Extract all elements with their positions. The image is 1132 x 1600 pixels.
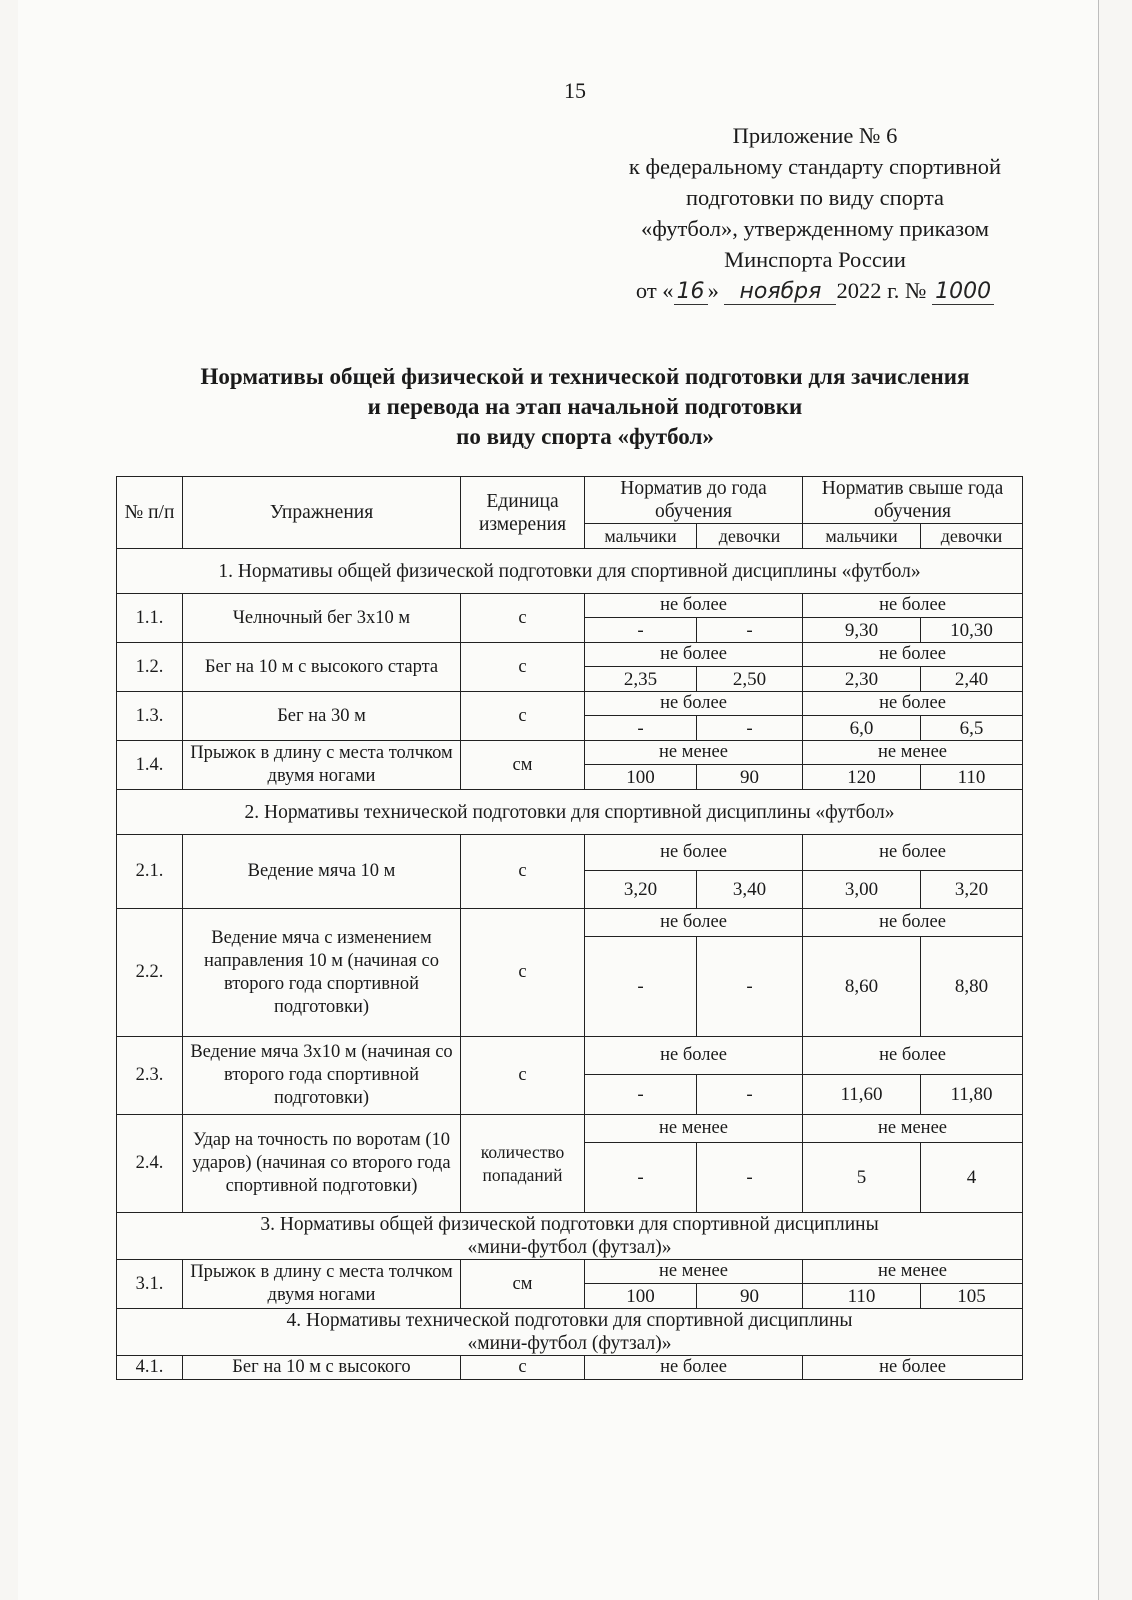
row-limit-after: не более (803, 1037, 1023, 1075)
row-limit-after: не более (803, 835, 1023, 871)
row-num: 2.1. (117, 835, 183, 909)
value-boys-first: 100 (585, 1284, 697, 1309)
section-heading-3-line-2: «мини-футбол (футзал)» (467, 1237, 672, 1258)
row-unit: с (461, 594, 585, 643)
title-line-1: Нормативы общей физической и технической подготовки для зачисления (200, 364, 970, 389)
document-title (120, 362, 1050, 452)
row-exercise: Бег на 30 м (183, 692, 461, 741)
appendix-line-1: Приложение № 6 (732, 123, 898, 148)
norms-table (116, 476, 1023, 1380)
row-exercise: Бег на 10 м с высокого (183, 1356, 461, 1380)
value-girls-first: - (697, 618, 803, 643)
row-limit-first: не менее (585, 1260, 803, 1284)
row-exercise: Ведение мяча 10 м (183, 835, 461, 909)
value-girls-after: 2,40 (921, 667, 1023, 692)
value-girls-after: 105 (921, 1284, 1023, 1309)
row-exercise: Прыжок в длину с места толчком двумя ногами (183, 741, 461, 790)
appendix-line-4: «футбол», утвержденному приказом (640, 216, 989, 241)
value-girls-after: 10,30 (921, 618, 1023, 643)
row-exercise: Прыжок в длину с места толчком двумя ногами (183, 1260, 461, 1309)
row-limit-after: не более (803, 1356, 1023, 1380)
header-norm-first-year: Норматив до года обучения (585, 477, 803, 524)
row-limit-first: не более (585, 1356, 803, 1380)
value-boys-first: 3,20 (585, 871, 697, 909)
row-limit-first: не более (585, 643, 803, 667)
value-boys-after: 8,60 (803, 937, 921, 1037)
row-limit-after: не более (803, 909, 1023, 937)
section-heading-3 (117, 1213, 1023, 1260)
section-heading-4 (117, 1309, 1023, 1356)
value-boys-after: 9,30 (803, 618, 921, 643)
row-unit: с (461, 909, 585, 1037)
row-unit: с (461, 643, 585, 692)
section-heading-4-line-1: 4. Нормативы технической подготовки для спортивной дисциплины (286, 1310, 853, 1331)
value-boys-after: 3,00 (803, 871, 921, 909)
value-girls-first: 90 (697, 1284, 803, 1309)
page-number: 15 (564, 78, 586, 103)
row-limit-after: не более (803, 692, 1023, 716)
value-girls-first: 2,50 (697, 667, 803, 692)
row-exercise: Бег на 10 м с высокого старта (183, 643, 461, 692)
section-heading-3-line-1: 3. Нормативы общей физической подготовки для спортивной дисциплины (260, 1214, 879, 1235)
value-boys-after: 5 (803, 1143, 921, 1213)
row-limit-after: не более (803, 643, 1023, 667)
value-boys-after: 11,60 (803, 1075, 921, 1115)
row-unit: с (461, 1037, 585, 1115)
value-boys-after: 120 (803, 765, 921, 790)
header-girls-after: девочки (921, 524, 1023, 549)
appendix-line-3: подготовки по виду спорта (686, 185, 944, 210)
header-norm-after-first-year: Норматив свыше года обучения (803, 477, 1023, 524)
value-boys-first: 2,35 (585, 667, 697, 692)
section-heading-2: 2. Нормативы технической подготовки для спортивной дисциплины «футбол» (117, 790, 1023, 835)
row-exercise: Ведение мяча 3х10 м (начиная со второго года спортивной подготовки) (183, 1037, 461, 1115)
row-limit-after: не более (803, 594, 1023, 618)
row-exercise: Удар на точность по воротам (10 ударов) (начиная со второго года спортивной подготовки) (183, 1115, 461, 1213)
row-unit: с (461, 1356, 585, 1380)
row-unit: с (461, 835, 585, 909)
row-num: 4.1. (117, 1356, 183, 1380)
row-limit-after: не менее (803, 1260, 1023, 1284)
value-girls-first: - (697, 1143, 803, 1213)
value-boys-first: - (585, 1143, 697, 1213)
value-boys-first: - (585, 716, 697, 741)
header-boys-after: мальчики (803, 524, 921, 549)
row-num: 1.3. (117, 692, 183, 741)
order-number: 1000 (932, 280, 994, 305)
section-heading-1: 1. Нормативы общей физической подготовки для спортивной дисциплины «футбол» (117, 549, 1023, 594)
row-unit: см (461, 741, 585, 790)
row-num: 2.4. (117, 1115, 183, 1213)
appendix-line-2: к федеральному стандарту спортивной (628, 154, 1002, 179)
header-exercise: Упражнения (183, 477, 461, 549)
row-limit-after: не менее (803, 1115, 1023, 1143)
row-unit: с (461, 692, 585, 741)
row-exercise: Ведение мяча с изменением направления 10 м (начиная со второго года спортивной подготовки) (183, 909, 461, 1037)
row-limit-first: не более (585, 594, 803, 618)
row-limit-first: не более (585, 909, 803, 937)
row-num: 1.4. (117, 741, 183, 790)
value-girls-first: - (697, 1075, 803, 1115)
row-num: 2.2. (117, 909, 183, 1037)
date-day: 16 (674, 280, 708, 305)
row-limit-first: не менее (585, 741, 803, 765)
appendix-date-line (600, 275, 1030, 306)
row-limit-first: не более (585, 692, 803, 716)
section-heading-4-line-2: «мини-футбол (футзал)» (467, 1333, 672, 1354)
row-limit-after: не менее (803, 741, 1023, 765)
appendix-line-5: Минспорта России (724, 247, 906, 272)
row-num: 2.3. (117, 1037, 183, 1115)
title-line-3: по виду спорта «футбол» (456, 424, 714, 449)
value-girls-first: 3,40 (697, 871, 803, 909)
value-girls-after: 6,5 (921, 716, 1023, 741)
date-year: 2022 г. № (836, 278, 927, 303)
value-girls-after: 11,80 (921, 1075, 1023, 1115)
value-girls-after: 3,20 (921, 871, 1023, 909)
row-limit-first: не более (585, 835, 803, 871)
value-boys-after: 2,30 (803, 667, 921, 692)
row-limit-first: не более (585, 1037, 803, 1075)
value-boys-first: 100 (585, 765, 697, 790)
date-prefix: от « (635, 278, 674, 303)
row-limit-first: не менее (585, 1115, 803, 1143)
header-num: № п/п (117, 477, 183, 549)
row-unit: см (461, 1260, 585, 1309)
header-boys-first: мальчики (585, 524, 697, 549)
row-num: 1.2. (117, 643, 183, 692)
value-girls-after: 110 (921, 765, 1023, 790)
header-unit: Единица измерения (461, 477, 585, 549)
date-month: ноября (724, 280, 836, 305)
row-num: 1.1. (117, 594, 183, 643)
value-boys-first: - (585, 1075, 697, 1115)
value-girls-after: 8,80 (921, 937, 1023, 1037)
value-girls-first: 90 (697, 765, 803, 790)
row-exercise: Челночный бег 3х10 м (183, 594, 461, 643)
header-girls-first: девочки (697, 524, 803, 549)
row-num: 3.1. (117, 1260, 183, 1309)
value-boys-after: 6,0 (803, 716, 921, 741)
value-girls-after: 4 (921, 1143, 1023, 1213)
title-line-2: и перевода на этап начальной подготовки (367, 394, 803, 419)
value-boys-first: - (585, 937, 697, 1037)
value-girls-first: - (697, 937, 803, 1037)
row-unit: количество попаданий (461, 1115, 585, 1213)
appendix-header (600, 120, 1030, 306)
date-mid: » (707, 278, 719, 303)
value-boys-first: - (585, 618, 697, 643)
value-girls-first: - (697, 716, 803, 741)
value-boys-after: 110 (803, 1284, 921, 1309)
